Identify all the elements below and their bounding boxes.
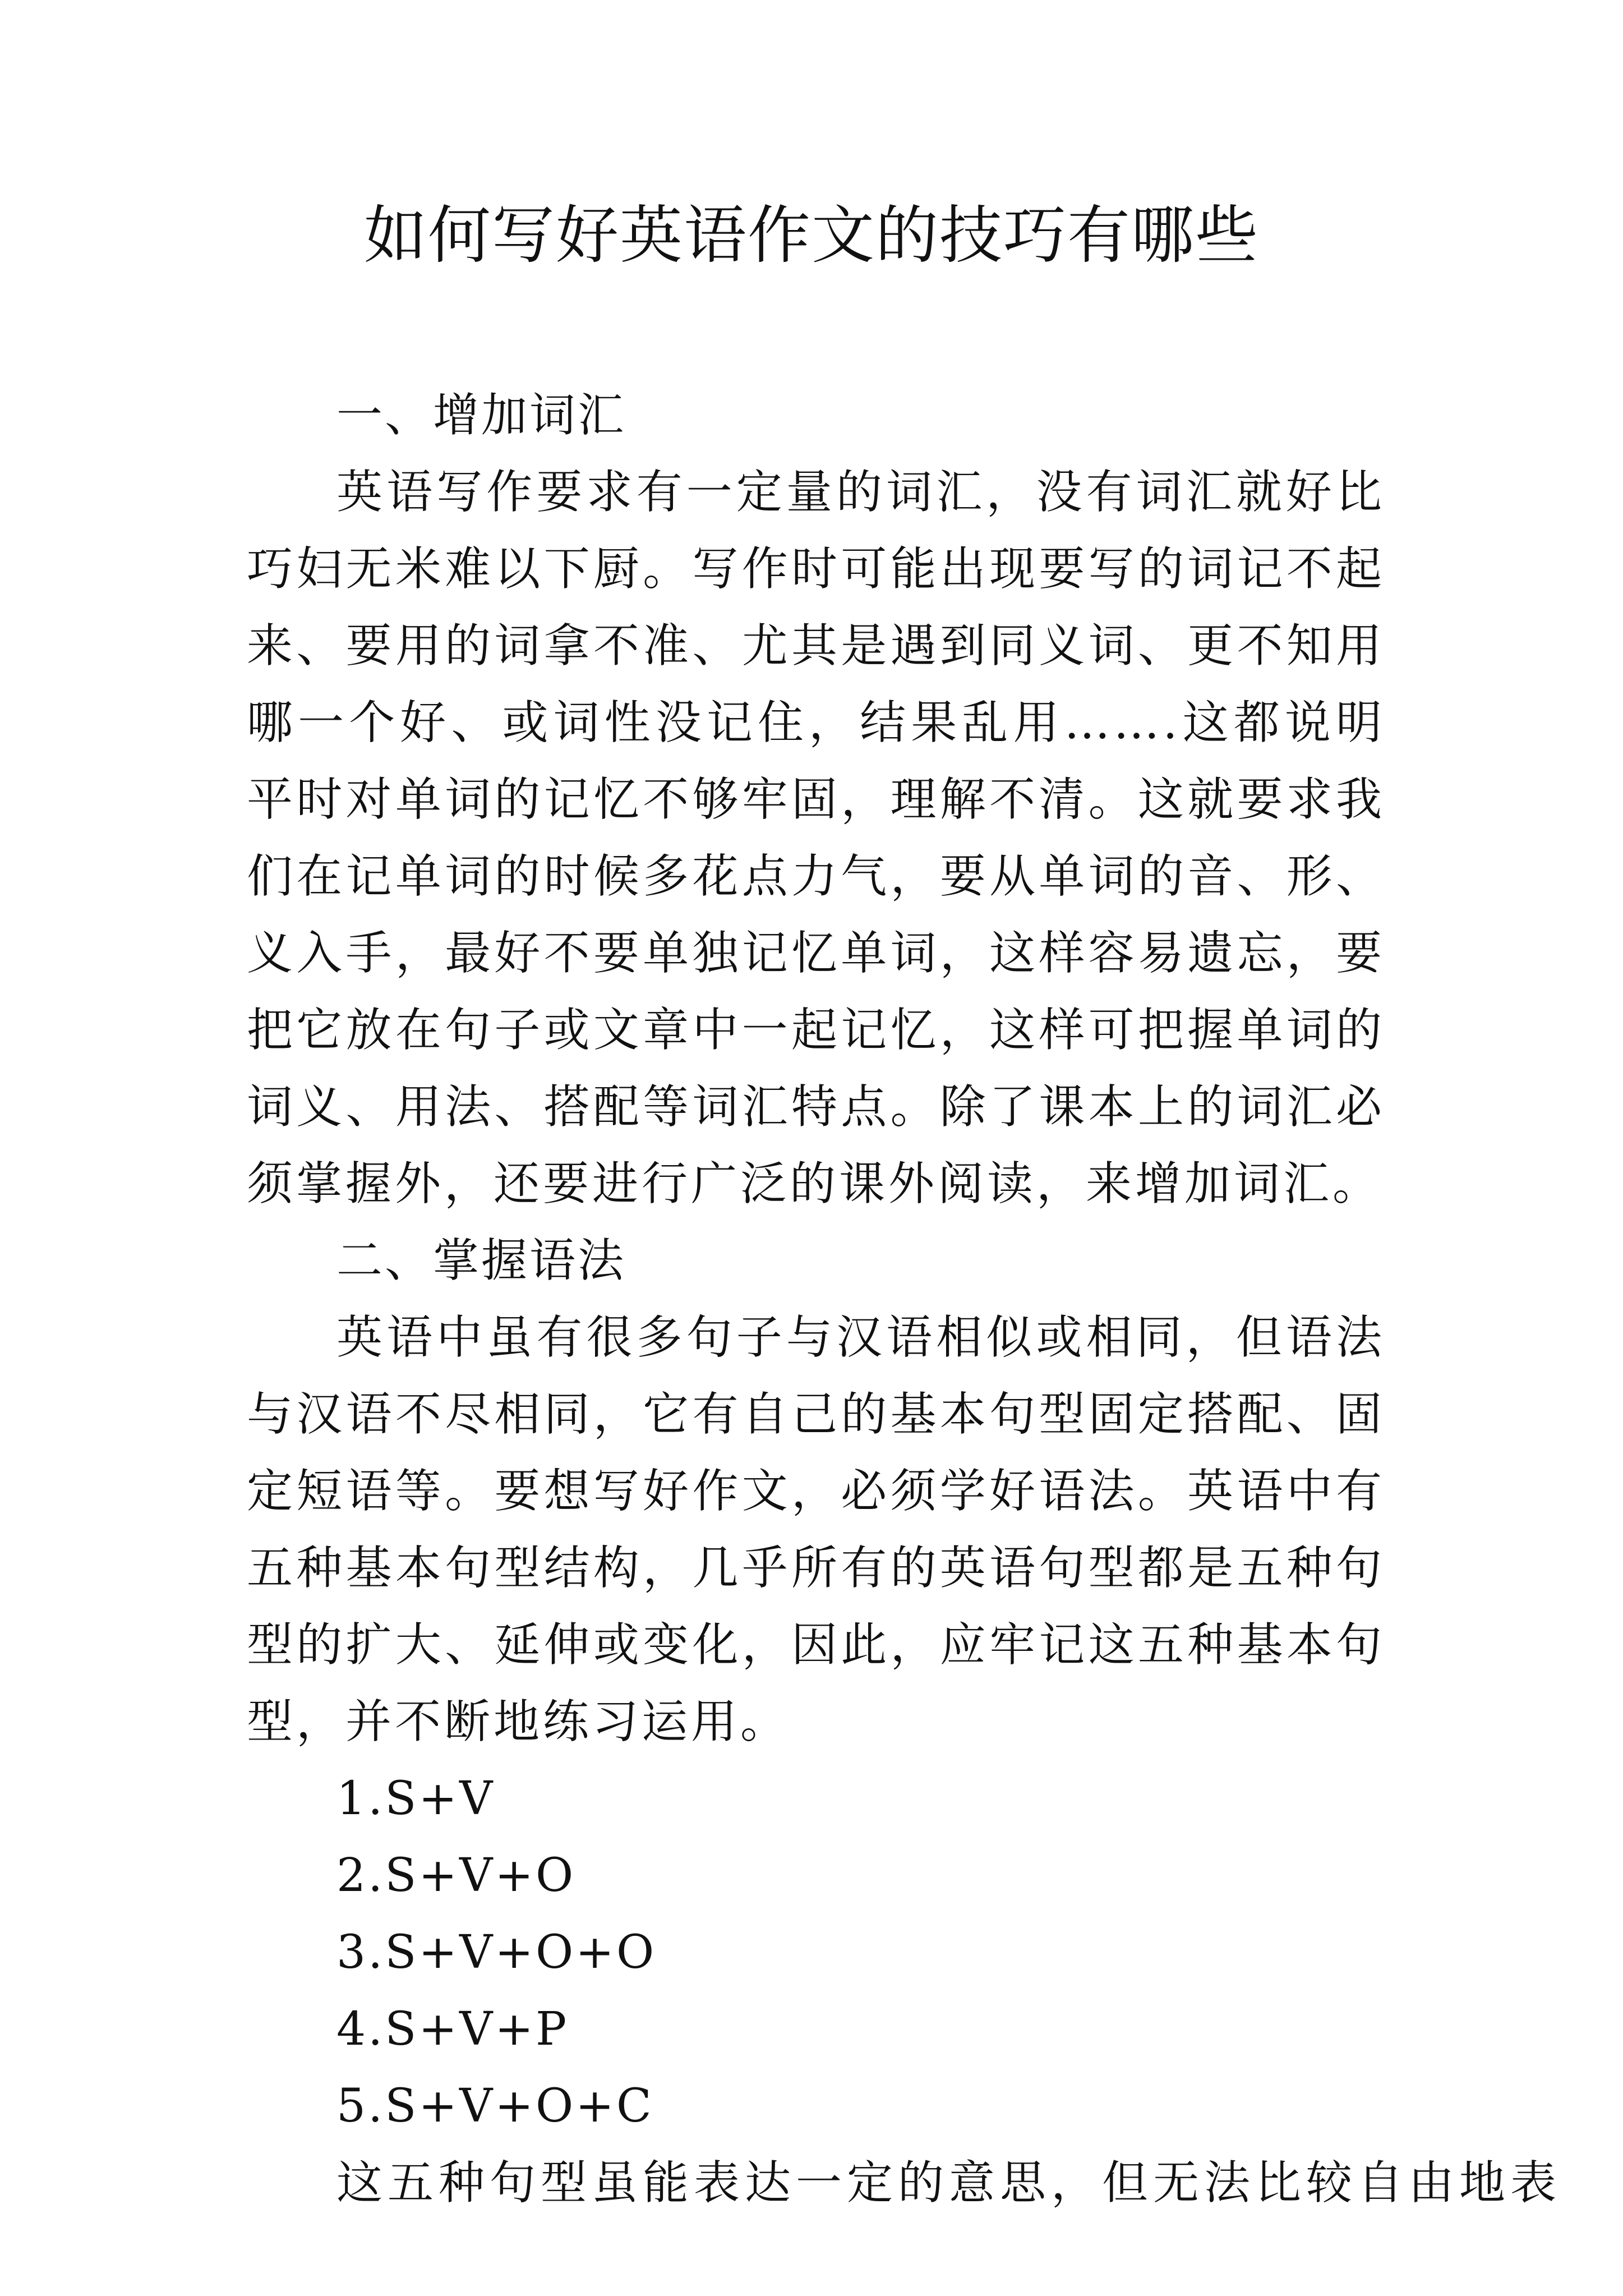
section-heading-grammar: 二、掌握语法	[336, 1234, 626, 1287]
sentence-pattern-4: 4.S+V+P	[336, 2003, 569, 2056]
sentence-pattern-2: 2.S+V+O	[336, 1849, 576, 1902]
paragraph-grammar: 英语中虽有很多句子与汉语相似或相同，但语法与汉语不尽相同，它有自己的基本句型固定搭配、固定短语等。要想写好作文，必须学好语法。英语中有五种基本句型结构，几乎所有的英语句型都是五种句型的扩大、延伸或变化，因此，应牢记这五种基本句型，并不断地练习运用。	[247, 1311, 1385, 1749]
trailing-paragraph: 这五种句型虽能表达一定的意思，但无法比较自由地表	[336, 2156, 1562, 2210]
paragraph-vocabulary: 英语写作要求有一定量的词汇，没有词汇就好比巧妇无米难以下厨。写作时可能出现要写的词记不起来、要用的词拿不准、尤其是遇到同义词、更不知用哪一个好、或词性没记住，结果乱用…….这都说明平时对单词的记忆不够牢固，理解不清。这就要求我们在记单词的时候多花点力气，要从单词的音、形、义入手，最好不要单独记忆单词，这样容易遗忘，要把它放在句子或文章中一起记忆，这样可把握单词的词义、用法、搭配等词汇特点。除了课本上的词汇必须掌握外，还要进行广泛的课外阅读，来增加词汇。	[247, 466, 1385, 1211]
document-title: 如何写好英语作文的技巧有哪些	[364, 199, 1259, 272]
sentence-pattern-3: 3.S+V+O+O	[336, 1926, 657, 1979]
sentence-pattern-1: 1.S+V	[336, 1772, 495, 1825]
document-body	[247, 377, 1562, 2221]
section-heading-vocabulary: 一、增加词汇	[336, 389, 626, 442]
sentence-pattern-5: 5.S+V+O+C	[336, 2079, 654, 2133]
